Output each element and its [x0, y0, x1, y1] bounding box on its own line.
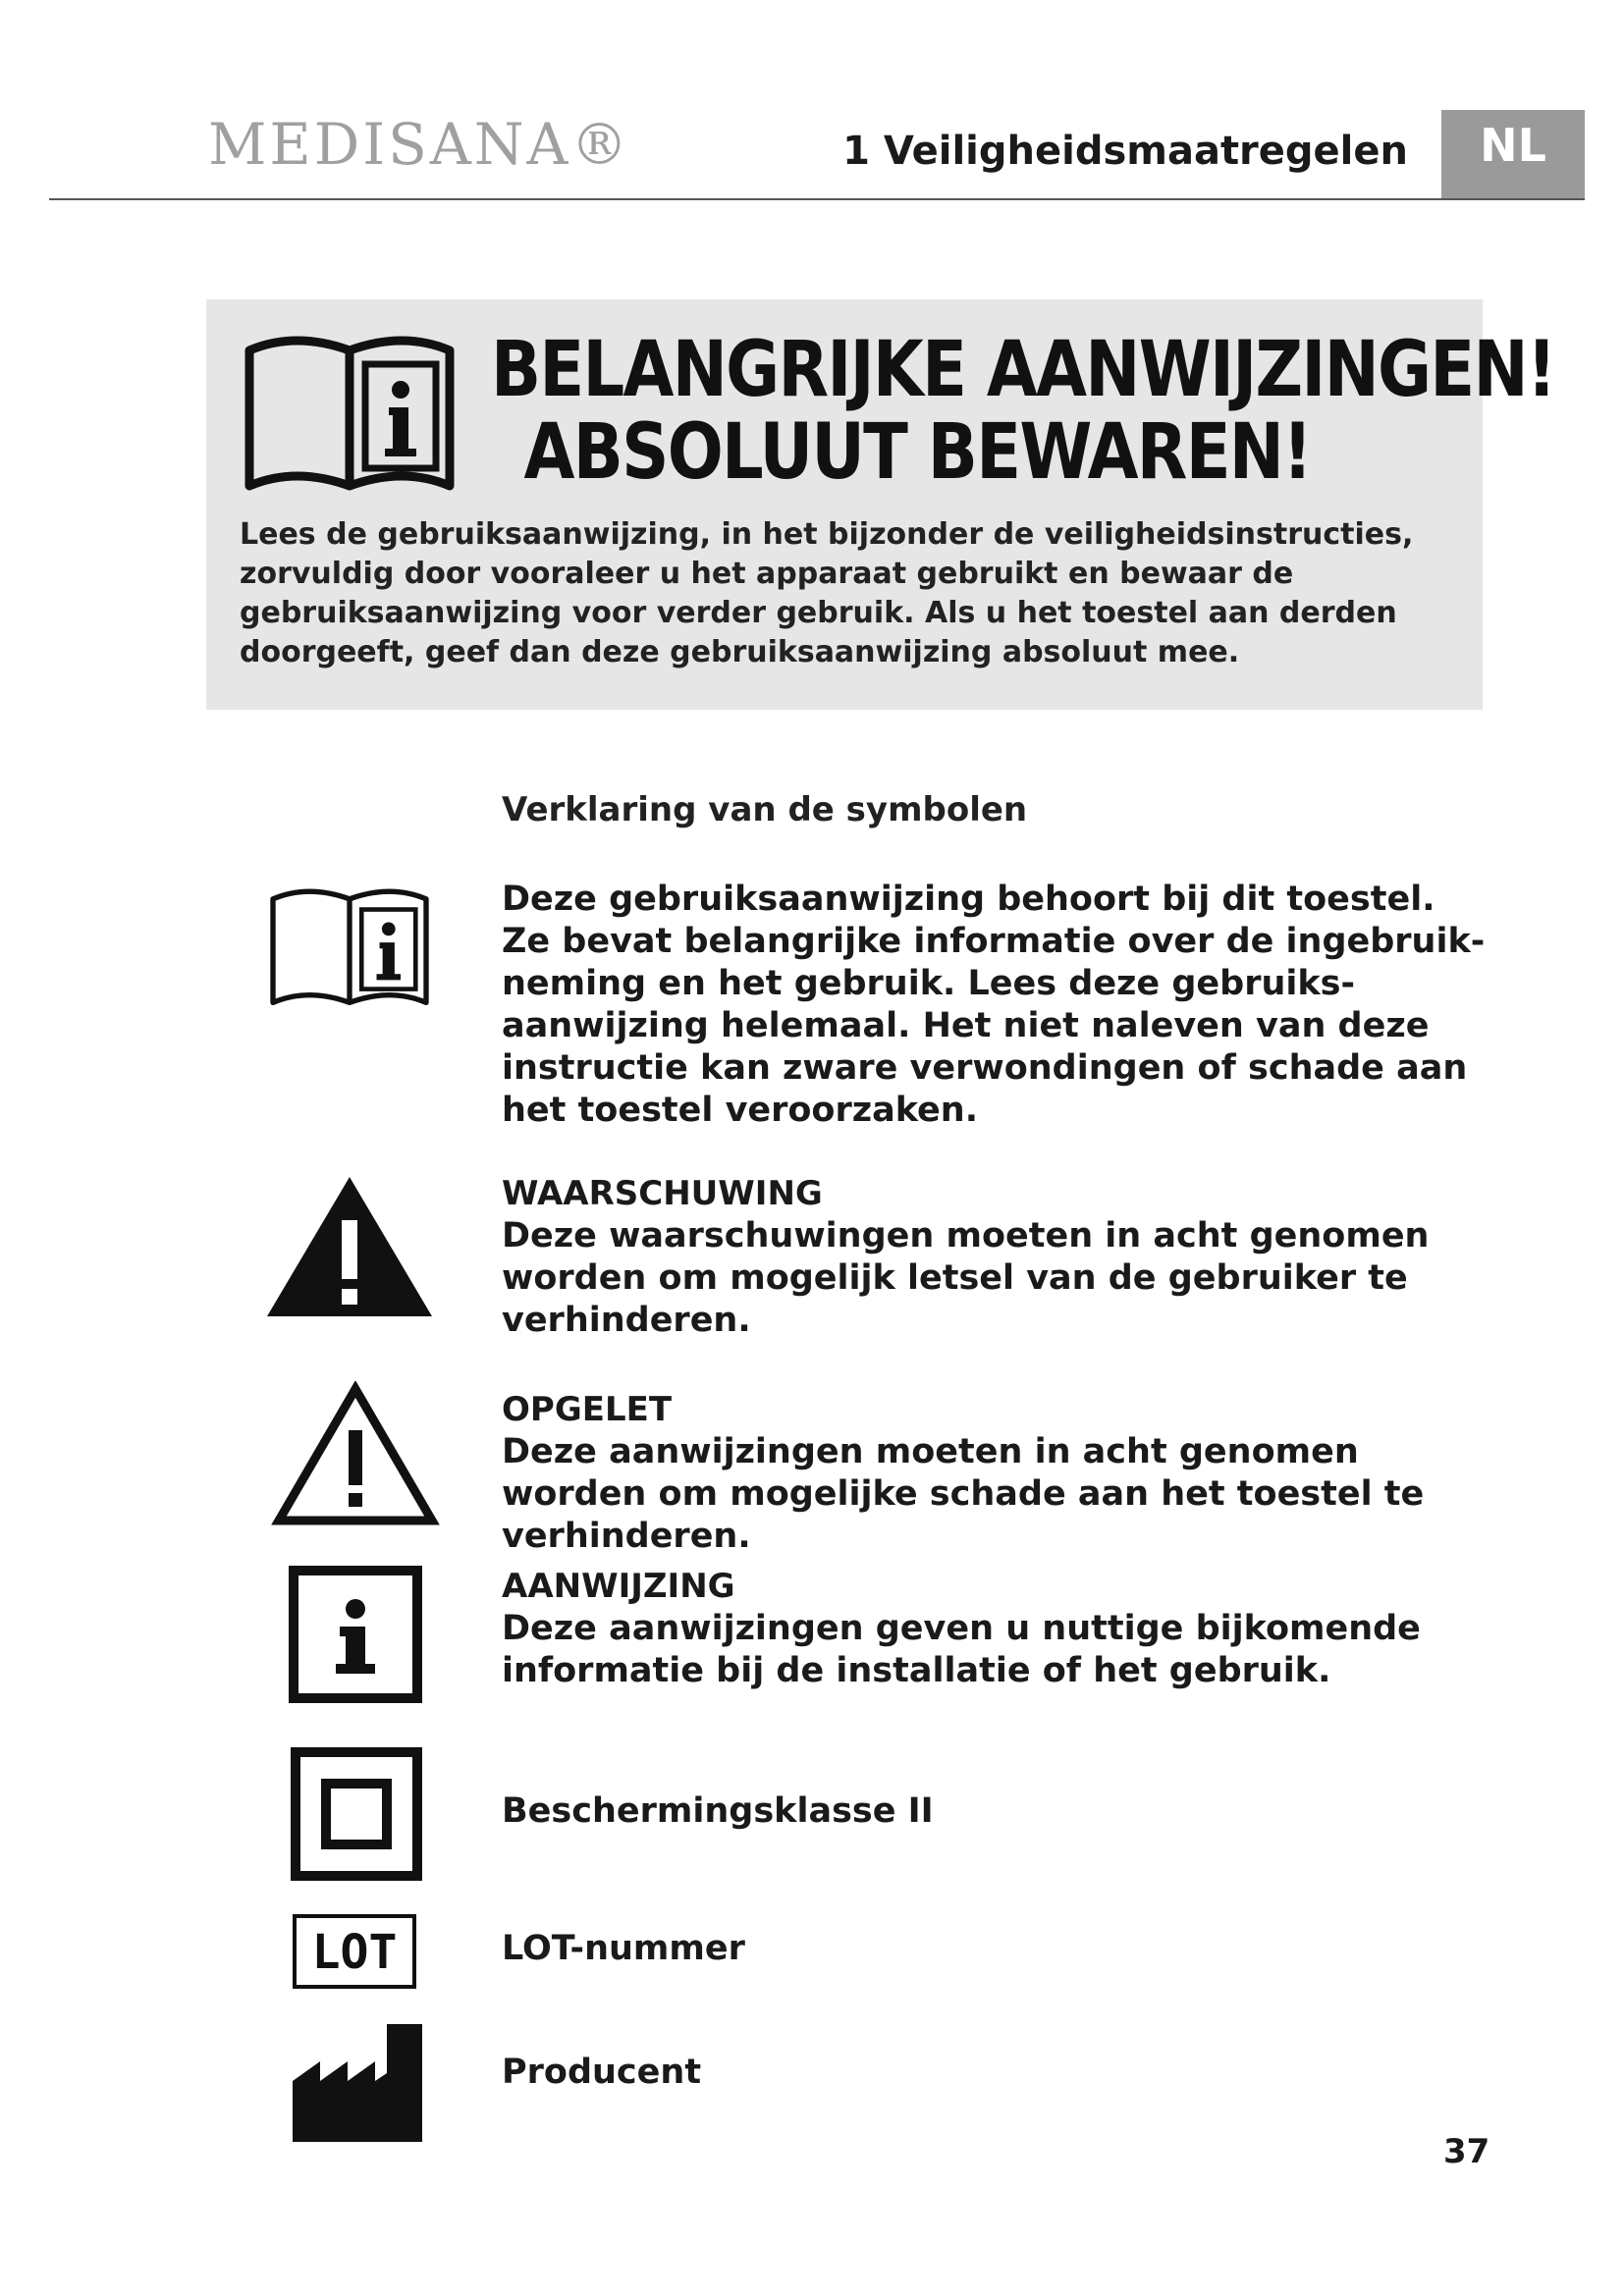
notice-title [491, 326, 1555, 497]
symbol-text: Deze gebruiksaanwijzing behoort bij dit toestel. Ze bevat belangrijke informatie over de ingebruik-neming en het gebruik. Lees deze gebruiks-aanwijzing helemaal. Het niet naleven van deze instructie kan zware verwondingen of schade aan het toestel veroorzaken. [502, 880, 1486, 1130]
manufacturer-icon [291, 2022, 424, 2144]
symbol-text-block [502, 1389, 1493, 1558]
symbol-text-block [502, 1566, 1493, 1692]
manual-info-icon [242, 329, 458, 496]
page-header [49, 110, 1585, 200]
symbol-label: AANWIJZING [502, 1567, 735, 1606]
symbol-text: LOT-nummer [502, 1929, 745, 1968]
page-number: 37 [1443, 2132, 1490, 2171]
symbol-text: Beschermingsklasse II [502, 1791, 934, 1831]
symbol-text: Deze aanwijzingen moeten in acht genomen worden om mogelijke schade aan het toestel te verhinderen. [502, 1432, 1425, 1556]
symbol-label: OPGELET [502, 1390, 673, 1429]
info-box-icon [289, 1566, 422, 1703]
symbol-text: Deze aanwijzingen geven u nuttige bijkomende informatie bij de installatie of het gebruik. [502, 1609, 1421, 1690]
symbol-text-block [502, 1173, 1493, 1342]
notice-title-line2: ABSOLUUT BEWAREN! [523, 408, 1312, 497]
caution-outline-icon [271, 1381, 440, 1528]
manual-info-icon [265, 882, 434, 1010]
brand-logo: MEDISANA® [208, 111, 631, 178]
symbol-label: WAARSCHUWING [502, 1174, 823, 1213]
lot-icon: LOT [293, 1914, 416, 1989]
notice-body: Lees de gebruiksaanwijzing, in het bijzonder de veiligheidsinstructies, zorvuldig door vooraleer u het apparaat gebruikt en bewaar de gebruiksaanwijzing voor verder gebruik. Als u het toestel aan derden doorgeeft, geef dan deze gebruiksaanwijzing absoluut mee. [240, 517, 1414, 669]
section-title: 1 Veiligheidsmaatregelen [842, 129, 1408, 174]
warning-filled-icon [265, 1173, 434, 1320]
symbols-heading: Verklaring van de symbolen [502, 790, 1028, 829]
language-tab: NL [1441, 110, 1585, 198]
protection-class-icon [291, 1747, 422, 1881]
symbol-text: Deze waarschuwingen moeten in acht genomen worden om mogelijk letsel van de gebruiker te verhinderen. [502, 1216, 1430, 1340]
important-notice-box [206, 299, 1555, 710]
symbol-text: Producent [502, 2053, 702, 2092]
notice-title-line1: BELANGRIJKE AANWIJZINGEN! [491, 326, 1555, 414]
